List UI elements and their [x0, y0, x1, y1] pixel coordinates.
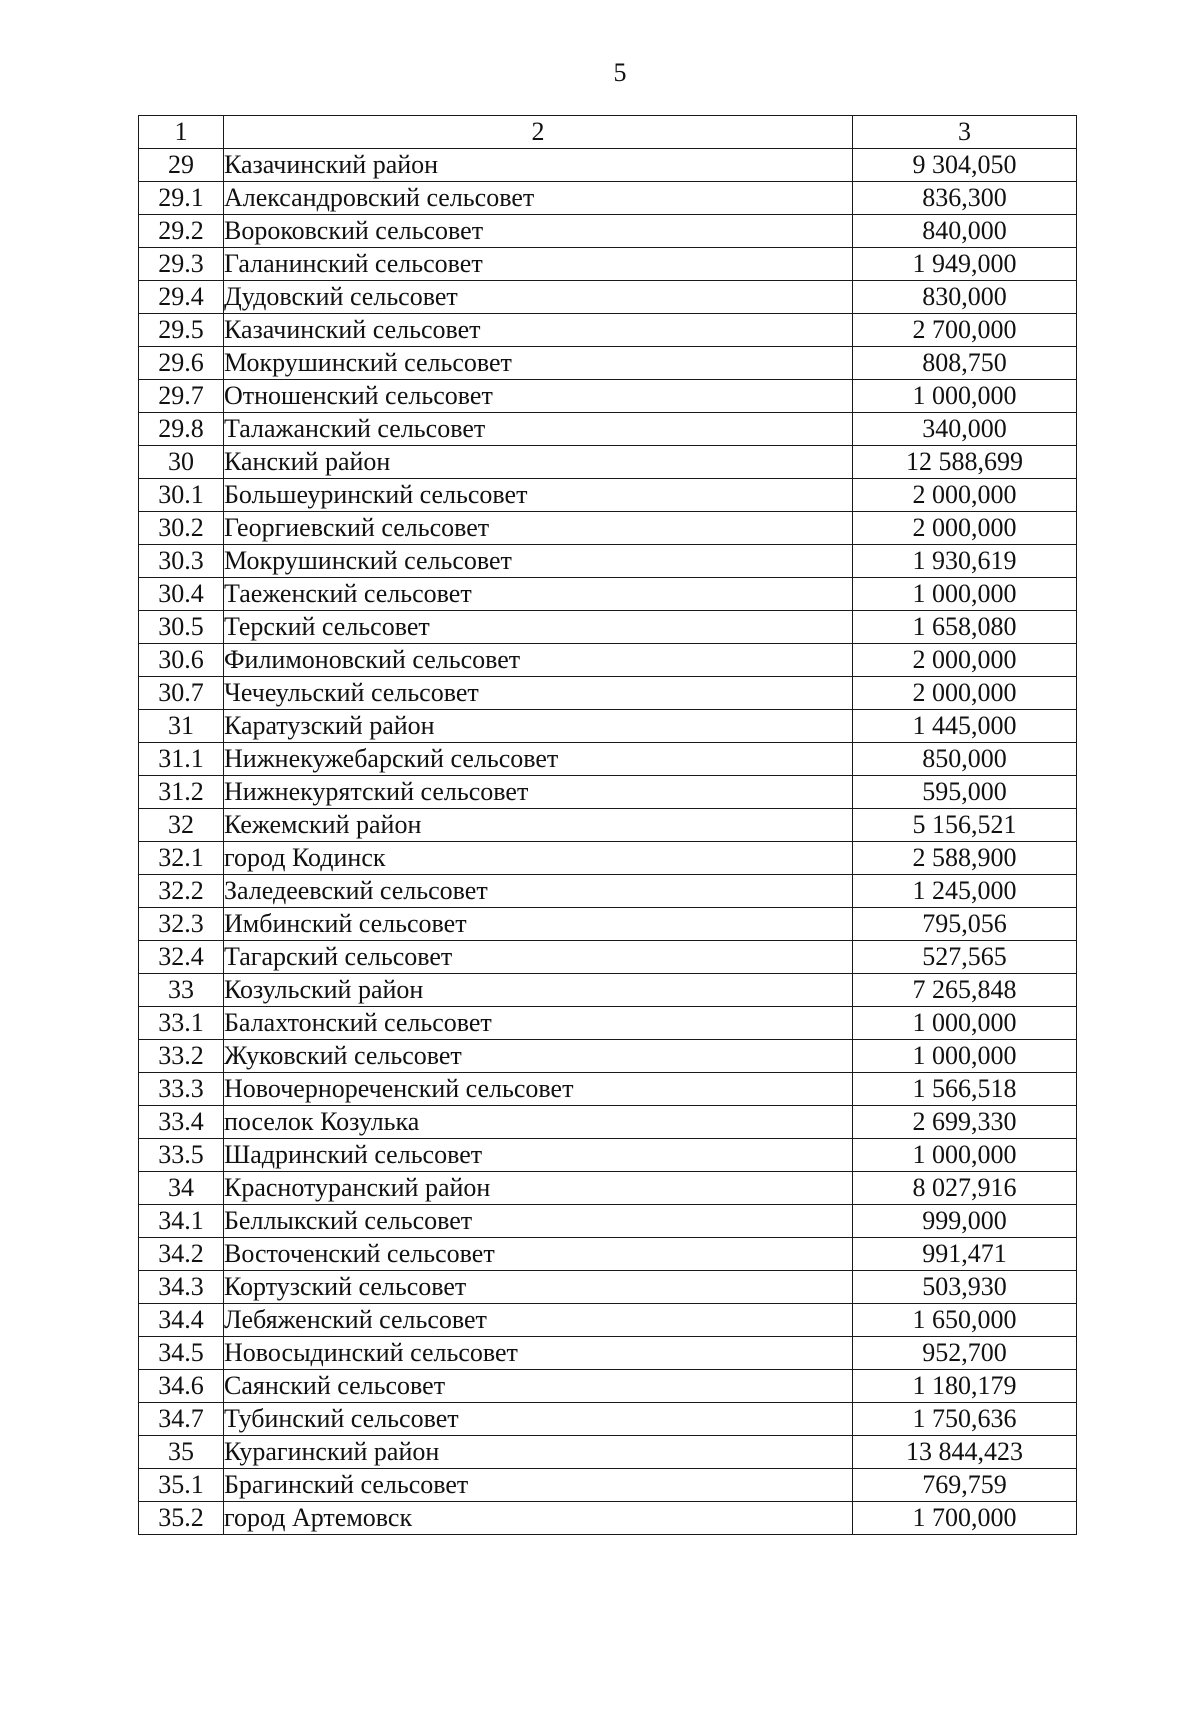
row-amount: 7 265,848 — [853, 974, 1077, 1007]
row-territory-name: Мокрушинский сельсовет — [224, 545, 853, 578]
row-territory-name: Дудовский сельсовет — [224, 281, 853, 314]
row-territory-name: поселок Козулька — [224, 1106, 853, 1139]
column-number-3: 3 — [853, 116, 1077, 149]
row-index: 32.2 — [139, 875, 224, 908]
table-row — [139, 446, 1077, 479]
table-row — [139, 644, 1077, 677]
table-row — [139, 1436, 1077, 1469]
row-amount: 808,750 — [853, 347, 1077, 380]
table-row — [139, 149, 1077, 182]
row-index: 34 — [139, 1172, 224, 1205]
row-index: 34.4 — [139, 1304, 224, 1337]
row-territory-name: Талажанский сельсовет — [224, 413, 853, 446]
row-amount: 2 000,000 — [853, 512, 1077, 545]
row-amount: 795,056 — [853, 908, 1077, 941]
row-amount: 13 844,423 — [853, 1436, 1077, 1469]
table-row — [139, 1073, 1077, 1106]
row-index: 29.5 — [139, 314, 224, 347]
row-index: 34.7 — [139, 1403, 224, 1436]
row-index: 31 — [139, 710, 224, 743]
row-index: 34.5 — [139, 1337, 224, 1370]
row-amount: 1 650,000 — [853, 1304, 1077, 1337]
row-amount: 836,300 — [853, 182, 1077, 215]
row-index: 30.2 — [139, 512, 224, 545]
row-territory-name: Казачинский район — [224, 149, 853, 182]
table-row — [139, 809, 1077, 842]
row-index: 29 — [139, 149, 224, 182]
table-row — [139, 908, 1077, 941]
row-amount: 769,759 — [853, 1469, 1077, 1502]
table-row — [139, 479, 1077, 512]
row-territory-name: Лебяженский сельсовет — [224, 1304, 853, 1337]
row-index: 32.3 — [139, 908, 224, 941]
row-territory-name: Беллыкский сельсовет — [224, 1205, 853, 1238]
row-amount: 1 180,179 — [853, 1370, 1077, 1403]
table-row — [139, 842, 1077, 875]
row-amount: 1 245,000 — [853, 875, 1077, 908]
row-territory-name: Мокрушинский сельсовет — [224, 347, 853, 380]
table-row — [139, 941, 1077, 974]
table-row — [139, 1337, 1077, 1370]
row-territory-name: Саянский сельсовет — [224, 1370, 853, 1403]
table-row — [139, 677, 1077, 710]
row-amount: 1 750,636 — [853, 1403, 1077, 1436]
row-territory-name: Филимоновский сельсовет — [224, 644, 853, 677]
row-territory-name: Курагинский район — [224, 1436, 853, 1469]
row-territory-name: Каратузский район — [224, 710, 853, 743]
row-territory-name: Заледеевский сельсовет — [224, 875, 853, 908]
row-amount: 340,000 — [853, 413, 1077, 446]
row-amount: 1 000,000 — [853, 1139, 1077, 1172]
table-row — [139, 281, 1077, 314]
row-territory-name: Тубинский сельсовет — [224, 1403, 853, 1436]
budget-table — [138, 115, 1077, 1535]
row-index: 35 — [139, 1436, 224, 1469]
row-amount: 527,565 — [853, 941, 1077, 974]
row-index: 33.4 — [139, 1106, 224, 1139]
row-amount: 5 156,521 — [853, 809, 1077, 842]
row-index: 30 — [139, 446, 224, 479]
row-index: 30.1 — [139, 479, 224, 512]
row-amount: 503,930 — [853, 1271, 1077, 1304]
row-amount: 1 566,518 — [853, 1073, 1077, 1106]
row-territory-name: Нижнекурятский сельсовет — [224, 776, 853, 809]
budget-table-body — [139, 116, 1077, 1535]
row-amount: 1 658,080 — [853, 611, 1077, 644]
row-territory-name: Тагарский сельсовет — [224, 941, 853, 974]
table-row — [139, 182, 1077, 215]
row-amount: 991,471 — [853, 1238, 1077, 1271]
row-amount: 1 000,000 — [853, 1040, 1077, 1073]
row-index: 35.2 — [139, 1502, 224, 1535]
row-territory-name: Кежемский район — [224, 809, 853, 842]
page-number: 5 — [613, 58, 627, 87]
row-amount: 2 588,900 — [853, 842, 1077, 875]
row-index: 29.8 — [139, 413, 224, 446]
table-row — [139, 1370, 1077, 1403]
table-row — [139, 1304, 1077, 1337]
row-index: 34.1 — [139, 1205, 224, 1238]
table-row — [139, 1403, 1077, 1436]
row-index: 32 — [139, 809, 224, 842]
row-index: 30.4 — [139, 578, 224, 611]
row-index: 31.1 — [139, 743, 224, 776]
row-amount: 1 000,000 — [853, 380, 1077, 413]
row-amount: 1 000,000 — [853, 1007, 1077, 1040]
row-index: 29.1 — [139, 182, 224, 215]
table-row — [139, 1271, 1077, 1304]
row-territory-name: Козульский район — [224, 974, 853, 1007]
row-amount: 2 000,000 — [853, 644, 1077, 677]
row-amount: 1 445,000 — [853, 710, 1077, 743]
row-territory-name: Новочернореченский сельсовет — [224, 1073, 853, 1106]
row-index: 29.6 — [139, 347, 224, 380]
row-amount: 1 930,619 — [853, 545, 1077, 578]
table-row — [139, 380, 1077, 413]
row-amount: 2 700,000 — [853, 314, 1077, 347]
row-territory-name: Вороковский сельсовет — [224, 215, 853, 248]
row-territory-name: город Кодинск — [224, 842, 853, 875]
row-amount: 999,000 — [853, 1205, 1077, 1238]
row-territory-name: Восточенский сельсовет — [224, 1238, 853, 1271]
table-row — [139, 1469, 1077, 1502]
row-index: 33.1 — [139, 1007, 224, 1040]
row-amount: 1 700,000 — [853, 1502, 1077, 1535]
row-index: 33 — [139, 974, 224, 1007]
row-territory-name: Канский район — [224, 446, 853, 479]
table-row — [139, 1139, 1077, 1172]
row-territory-name: город Артемовск — [224, 1502, 853, 1535]
table-row — [139, 248, 1077, 281]
table-row — [139, 215, 1077, 248]
row-territory-name: Георгиевский сельсовет — [224, 512, 853, 545]
table-row — [139, 1502, 1077, 1535]
row-territory-name: Новосыдинский сельсовет — [224, 1337, 853, 1370]
row-territory-name: Чечеульский сельсовет — [224, 677, 853, 710]
row-index: 31.2 — [139, 776, 224, 809]
row-amount: 2 000,000 — [853, 677, 1077, 710]
row-index: 33.3 — [139, 1073, 224, 1106]
row-index: 33.5 — [139, 1139, 224, 1172]
table-row — [139, 1205, 1077, 1238]
row-territory-name: Брагинский сельсовет — [224, 1469, 853, 1502]
row-amount: 1 000,000 — [853, 578, 1077, 611]
row-index: 34.2 — [139, 1238, 224, 1271]
row-territory-name: Балахтонский сельсовет — [224, 1007, 853, 1040]
row-index: 30.7 — [139, 677, 224, 710]
row-amount: 850,000 — [853, 743, 1077, 776]
row-amount: 8 027,916 — [853, 1172, 1077, 1205]
table-row — [139, 875, 1077, 908]
row-amount: 2 699,330 — [853, 1106, 1077, 1139]
row-index: 30.5 — [139, 611, 224, 644]
table-row — [139, 314, 1077, 347]
row-territory-name: Галанинский сельсовет — [224, 248, 853, 281]
table-row — [139, 545, 1077, 578]
column-number-1: 1 — [139, 116, 224, 149]
table-row — [139, 512, 1077, 545]
row-index: 34.6 — [139, 1370, 224, 1403]
row-territory-name: Нижнекужебарский сельсовет — [224, 743, 853, 776]
row-index: 30.6 — [139, 644, 224, 677]
row-territory-name: Казачинский сельсовет — [224, 314, 853, 347]
row-territory-name: Терский сельсовет — [224, 611, 853, 644]
row-index: 29.3 — [139, 248, 224, 281]
row-amount: 952,700 — [853, 1337, 1077, 1370]
row-index: 32.1 — [139, 842, 224, 875]
table-row — [139, 1172, 1077, 1205]
table-row — [139, 710, 1077, 743]
table-row — [139, 1040, 1077, 1073]
row-territory-name: Имбинский сельсовет — [224, 908, 853, 941]
row-index: 33.2 — [139, 1040, 224, 1073]
table-row — [139, 1106, 1077, 1139]
table-header-row — [139, 116, 1077, 149]
row-index: 29.7 — [139, 380, 224, 413]
table-row — [139, 347, 1077, 380]
table-row — [139, 578, 1077, 611]
row-territory-name: Шадринский сельсовет — [224, 1139, 853, 1172]
table-row — [139, 776, 1077, 809]
row-index: 32.4 — [139, 941, 224, 974]
table-row — [139, 1007, 1077, 1040]
table-row — [139, 611, 1077, 644]
table-row — [139, 413, 1077, 446]
column-number-2: 2 — [224, 116, 853, 149]
table-row — [139, 1238, 1077, 1271]
row-territory-name: Кортузский сельсовет — [224, 1271, 853, 1304]
row-index: 35.1 — [139, 1469, 224, 1502]
table-row — [139, 743, 1077, 776]
row-index: 34.3 — [139, 1271, 224, 1304]
row-territory-name: Краснотуранский район — [224, 1172, 853, 1205]
row-amount: 1 949,000 — [853, 248, 1077, 281]
row-amount: 595,000 — [853, 776, 1077, 809]
row-territory-name: Жуковский сельсовет — [224, 1040, 853, 1073]
row-index: 29.2 — [139, 215, 224, 248]
row-index: 29.4 — [139, 281, 224, 314]
row-territory-name: Отношенский сельсовет — [224, 380, 853, 413]
row-territory-name: Александровский сельсовет — [224, 182, 853, 215]
row-territory-name: Большеуринский сельсовет — [224, 479, 853, 512]
row-amount: 840,000 — [853, 215, 1077, 248]
row-index: 30.3 — [139, 545, 224, 578]
row-amount: 12 588,699 — [853, 446, 1077, 479]
row-territory-name: Таеженский сельсовет — [224, 578, 853, 611]
row-amount: 2 000,000 — [853, 479, 1077, 512]
row-amount: 830,000 — [853, 281, 1077, 314]
table-row — [139, 974, 1077, 1007]
row-amount: 9 304,050 — [853, 149, 1077, 182]
